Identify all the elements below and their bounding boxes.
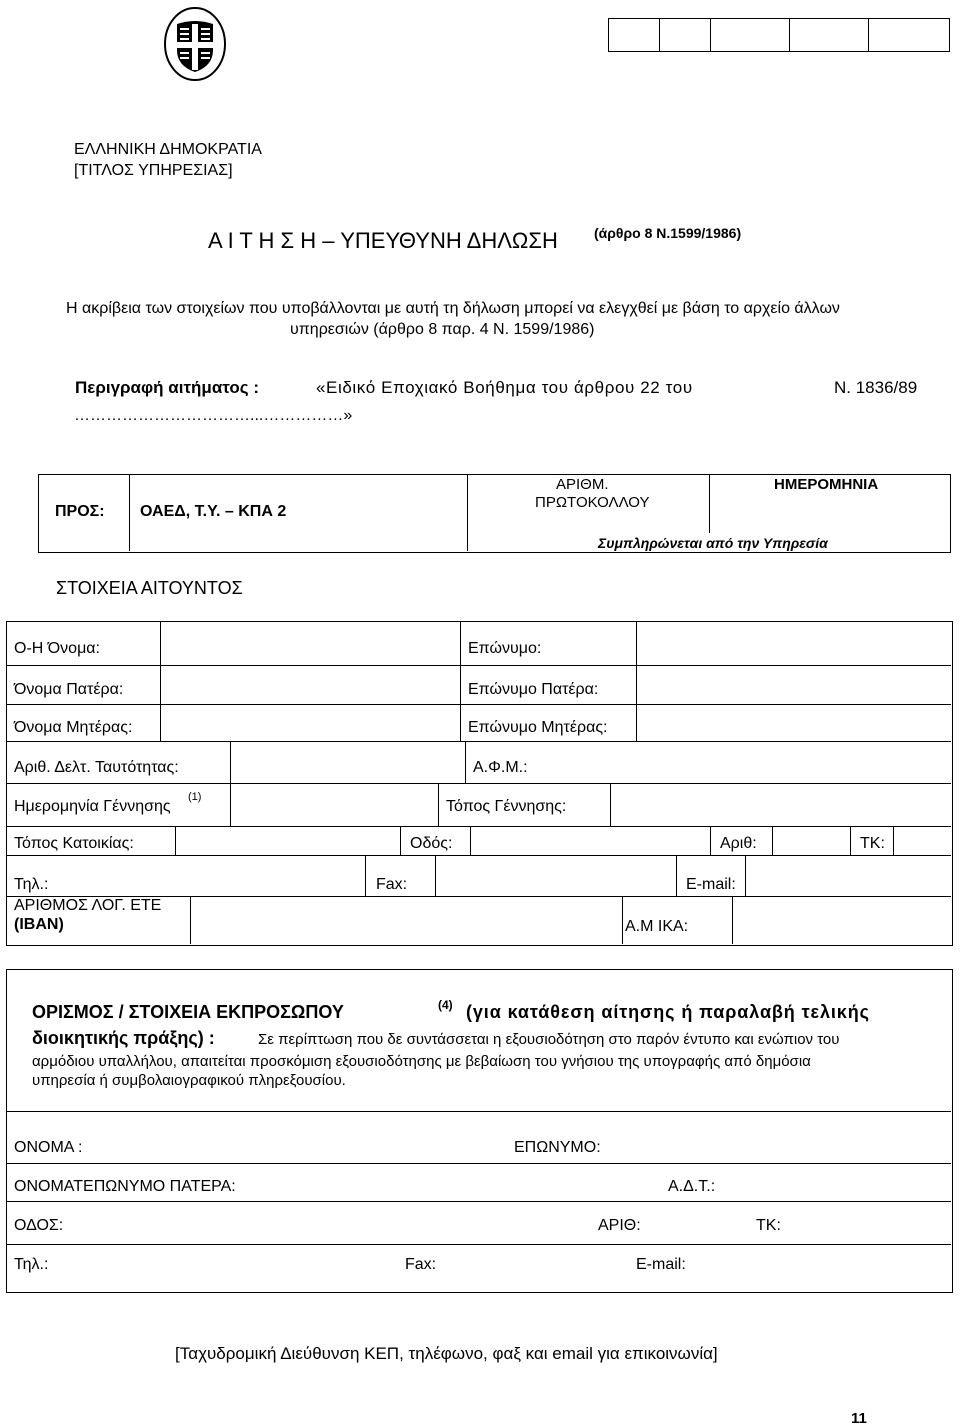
representative-text: Σε περίπτωση που δε συντάσσεται η εξουσιοδότηση στο παρόν έντυπο και ενώπιον του bbox=[258, 1031, 840, 1048]
afm-label: Α.Φ.Μ.: bbox=[473, 759, 528, 776]
request-dots: ……………………………...……………» bbox=[74, 407, 353, 424]
col-line bbox=[190, 896, 191, 944]
rep-phone-label: Τηλ.: bbox=[14, 1256, 49, 1273]
page-title: Α Ι Τ Η Σ Η – ΥΠΕΥΘΥΝΗ ΔΗΛΩΣΗ bbox=[208, 228, 558, 253]
notice-line-2: υπηρεσιών (άρθρο 8 παρ. 4 Ν. 1599/1986) bbox=[290, 321, 595, 338]
republic-heading: ΕΛΛΗΝΙΚΗ ΔΗΜΟΚΡΑΤΙΑ bbox=[74, 141, 262, 158]
street-label: Οδός: bbox=[410, 835, 453, 852]
col-line bbox=[850, 826, 851, 855]
first-name-label: Ο-Η Όνομα: bbox=[14, 640, 100, 657]
kep-contact-note: [Ταχυδρομική Διεύθυνση ΚΕΠ, τηλέφωνο, φαξ και email για επικοινωνία] bbox=[175, 1344, 718, 1363]
row-line bbox=[6, 783, 951, 784]
father-surname-label: Επώνυμο Πατέρα: bbox=[468, 681, 599, 698]
greek-coat-of-arms-icon bbox=[163, 6, 227, 82]
representative-text: υπηρεσία ή συμβολαιογραφικού πληρεξουσίου. bbox=[32, 1072, 346, 1089]
birth-date-note: (1) bbox=[188, 791, 202, 803]
col-line bbox=[465, 741, 466, 783]
service-title: [ΤΙΤΛΟΣ ΥΠΗΡΕΣΙΑΣ] bbox=[74, 162, 233, 179]
row-line bbox=[6, 1244, 951, 1245]
divider bbox=[467, 474, 468, 551]
col-line bbox=[610, 783, 611, 826]
recipient-label: ΠΡΟΣ: bbox=[55, 503, 105, 520]
protocol-label: ΠΡΩΤΟΚΟΛΛΟΥ bbox=[535, 494, 650, 511]
phone-label: Τηλ.: bbox=[14, 876, 49, 893]
applicant-section-title: ΣΤΟΙΧΕΙΑ ΑΙΤΟΥΝΤΟΣ bbox=[56, 578, 243, 598]
row-line bbox=[6, 855, 951, 856]
row-line bbox=[6, 1163, 951, 1164]
am-ika-label: Α.Μ ΙΚΑ: bbox=[625, 918, 689, 935]
col-line bbox=[230, 741, 231, 826]
col-line bbox=[622, 896, 623, 944]
date-label: ΗΜΕΡΟΜΗΝΙΑ bbox=[774, 476, 879, 493]
code-box-5[interactable] bbox=[869, 19, 950, 52]
number-label: Αριθ: bbox=[720, 835, 757, 852]
request-text: «Ειδικό Εποχιακό Βοήθημα του άρθρου 22 του bbox=[316, 378, 693, 397]
col-line bbox=[438, 783, 439, 826]
surname-label: Επώνυμο: bbox=[468, 640, 542, 657]
row-line bbox=[6, 665, 951, 666]
protocol-label: ΑΡΙΘΜ. bbox=[556, 476, 609, 493]
representative-title: ΟΡΙΣΜΟΣ / ΣΤΟΙΧΕΙΑ ΕΚΠΡΟΣΩΠΟΥ bbox=[32, 1002, 344, 1022]
email-label: E-mail: bbox=[686, 876, 736, 893]
filled-by-service-note: Συμπληρώνεται από την Υπηρεσία bbox=[598, 535, 828, 551]
representative-title-cont: διοικητικής πράξης) : bbox=[32, 1028, 215, 1048]
request-label: Περιγραφή αιτήματος : bbox=[75, 378, 259, 397]
recipient-value: ΟΑΕΔ, Τ.Υ. – ΚΠΑ 2 bbox=[140, 503, 287, 520]
col-line bbox=[400, 826, 401, 855]
divider bbox=[129, 474, 130, 551]
birth-place-label: Τόπος Γέννησης: bbox=[446, 798, 567, 815]
representative-title-cont: (για κατάθεση αίτησης ή παραλαβή τελικής bbox=[466, 1002, 870, 1022]
rep-fax-label: Fax: bbox=[405, 1256, 437, 1273]
row-line bbox=[6, 704, 951, 705]
divider bbox=[709, 474, 710, 533]
col-line bbox=[710, 826, 711, 855]
notice-line-1: Η ακρίβεια των στοιχείων που υποβάλλονται με αυτή τη δήλωση μπορεί να ελεγχθεί με βάση το αρχείο άλλων bbox=[66, 300, 840, 317]
col-line bbox=[160, 621, 161, 741]
col-line bbox=[893, 826, 894, 855]
request-law: Ν. 1836/89 bbox=[834, 378, 918, 397]
page-number: 11 bbox=[851, 1410, 867, 1427]
row-line bbox=[6, 1201, 951, 1202]
col-line bbox=[636, 621, 637, 741]
col-line bbox=[772, 826, 773, 855]
representative-note: (4) bbox=[438, 998, 453, 1012]
code-box-4[interactable] bbox=[790, 19, 869, 52]
birth-date-label: Ημερομηνία Γέννησης bbox=[14, 798, 171, 815]
top-right-code-boxes bbox=[608, 18, 950, 52]
rep-adt-label: Α.Δ.Τ.: bbox=[668, 1178, 716, 1195]
residence-label: Τόπος Κατοικίας: bbox=[14, 835, 134, 852]
code-box-3[interactable] bbox=[711, 19, 790, 52]
row-line bbox=[6, 1111, 951, 1112]
row-line bbox=[6, 741, 951, 742]
col-line bbox=[676, 855, 677, 896]
rep-surname-label: ΕΠΩΝΥΜΟ: bbox=[514, 1139, 601, 1156]
col-line bbox=[365, 855, 366, 896]
father-name-label: Όνομα Πατέρα: bbox=[14, 681, 124, 698]
col-line bbox=[732, 896, 733, 944]
rep-father-label: ΟΝΟΜΑΤΕΠΩΝΥΜΟ ΠΑΤΕΡΑ: bbox=[14, 1178, 236, 1195]
rep-number-label: ΑΡΙΘ: bbox=[598, 1217, 641, 1234]
rep-email-label: E-mail: bbox=[636, 1256, 686, 1273]
fax-label: Fax: bbox=[376, 876, 408, 893]
col-line bbox=[175, 826, 176, 855]
row-line bbox=[6, 826, 951, 827]
col-line bbox=[745, 855, 746, 896]
iban-label: (IBAN) bbox=[14, 916, 64, 933]
law-reference: (άρθρο 8 Ν.1599/1986) bbox=[594, 225, 742, 241]
mother-name-label: Όνομα Μητέρας: bbox=[14, 719, 133, 736]
rep-street-label: ΟΔΟΣ: bbox=[14, 1217, 64, 1234]
id-number-label: Αριθ. Δελτ. Ταυτότητας: bbox=[14, 759, 179, 776]
col-line bbox=[460, 621, 461, 741]
mother-surname-label: Επώνυμο Μητέρας: bbox=[468, 719, 608, 736]
postcode-label: ΤΚ: bbox=[860, 835, 885, 852]
code-box-1[interactable] bbox=[609, 19, 660, 52]
representative-text: αρμόδιου υπαλλήλου, απαιτείται προσκόμιση εξουσιοδότησης με βεβαίωση του γνήσιου της υπογραφής από δημόσια bbox=[32, 1053, 811, 1070]
col-line bbox=[470, 826, 471, 855]
rep-name-label: ΟΝΟΜΑ : bbox=[14, 1139, 83, 1156]
col-line bbox=[435, 855, 436, 896]
rep-postcode-label: ΤΚ: bbox=[756, 1217, 781, 1234]
code-box-2[interactable] bbox=[660, 19, 711, 52]
account-label: ΑΡΙΘΜΟΣ ΛΟΓ. ΕΤΕ bbox=[14, 897, 162, 914]
